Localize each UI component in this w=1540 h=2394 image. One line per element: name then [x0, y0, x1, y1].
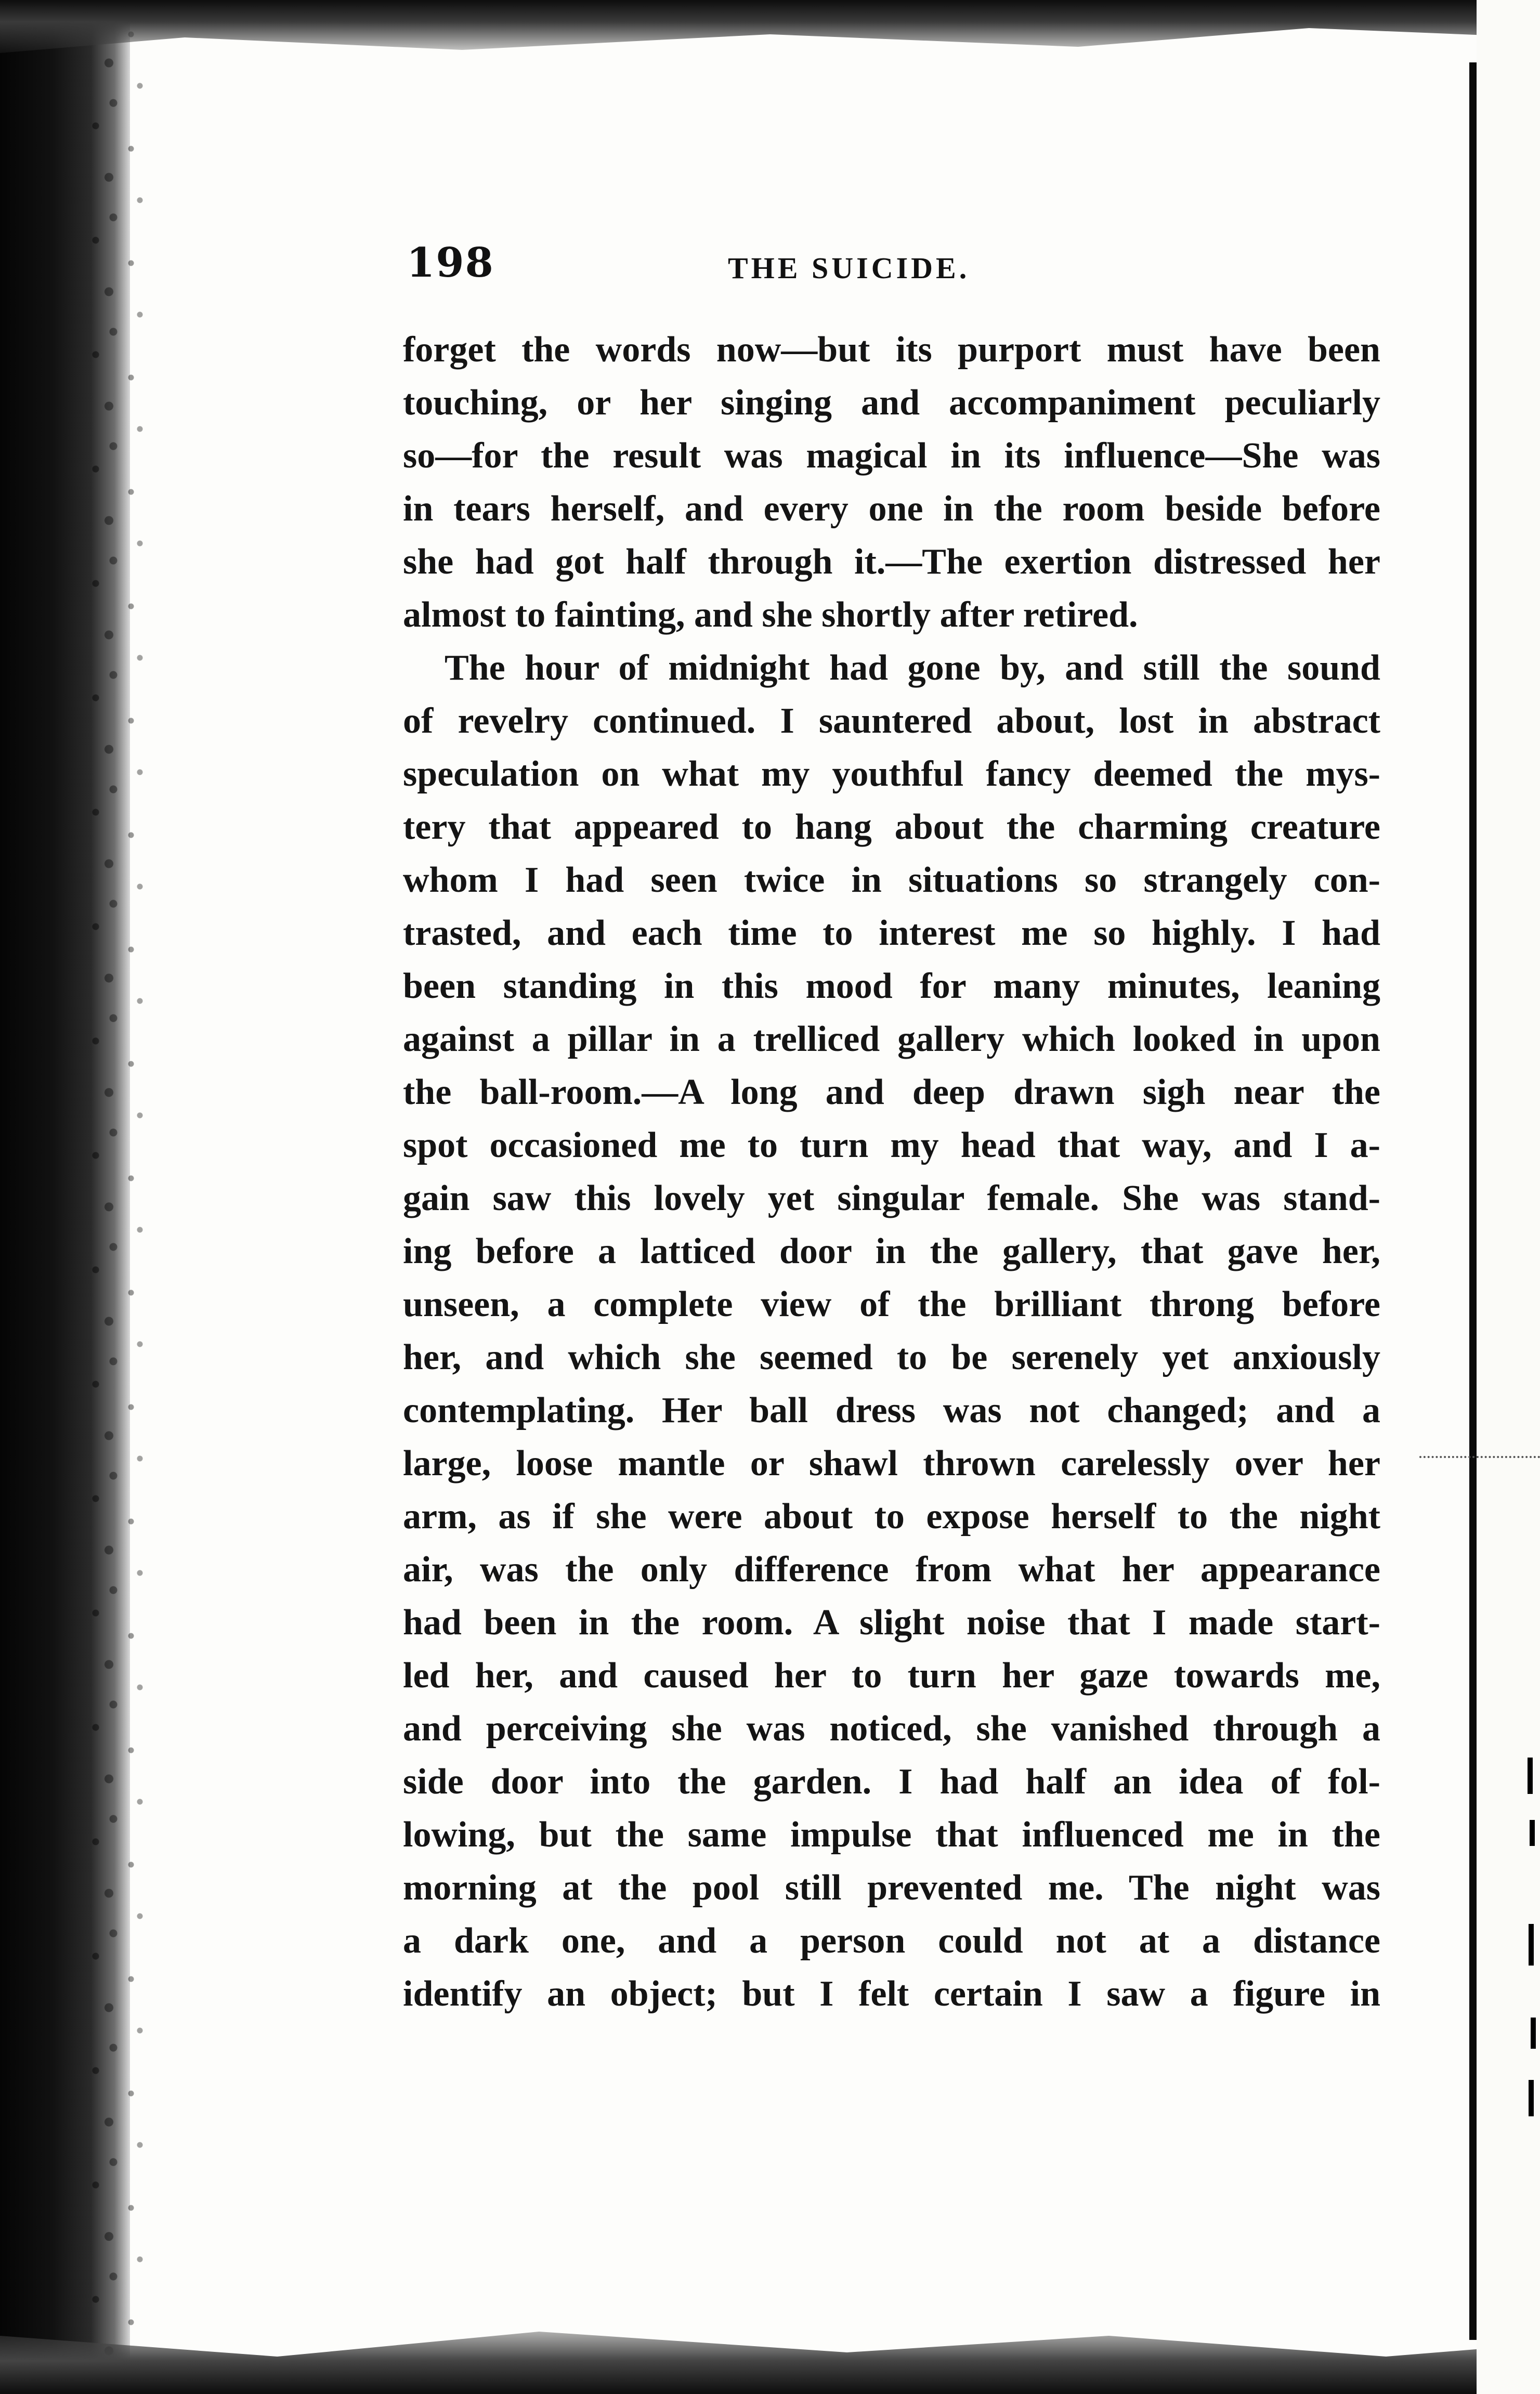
fragment-mark — [1528, 1758, 1533, 1794]
text-line: she had got half through it.—The exertion distressed her — [403, 542, 1380, 582]
text-line: of revelry continued. I sauntered about, lost in abstract — [403, 701, 1380, 741]
text-line: her, and which she seemed to be serenely yet anxiously — [403, 1337, 1380, 1377]
fragment-mark — [1531, 2018, 1536, 2049]
fragment-mark — [1529, 1924, 1534, 1966]
text-line: against a pillar in a trelliced gallery which looked in upon — [403, 1019, 1380, 1059]
text-line: and perceiving she was noticed, she vanished through a — [403, 1709, 1380, 1749]
text-line: unseen, a complete view of the brilliant throng before — [403, 1284, 1380, 1324]
text-line: large, loose mantle or shawl thrown carelessly over her — [403, 1443, 1380, 1484]
text-line: trasted, and each time to interest me so highly. I had — [403, 913, 1380, 953]
text-line: lowing, but the same impulse that influenced me in the — [403, 1815, 1380, 1855]
text-line: had been in the room. A slight noise that I made start- — [403, 1603, 1380, 1643]
text-line: morning at the pool still prevented me. The night was — [403, 1868, 1380, 1908]
text-line: speculation on what my youthful fancy deemed the mys- — [403, 754, 1380, 794]
text-line: touching, or her singing and accompaniment peculiarly — [403, 383, 1380, 423]
text-line: gain saw this lovely yet singular female. She was stand- — [403, 1178, 1380, 1218]
text-line: The hour of midnight had gone by, and still the sound — [445, 648, 1380, 688]
text-line: whom I had seen twice in situations so strangely con- — [403, 860, 1380, 900]
page-fold-line — [1469, 62, 1477, 2340]
bottom-page-edge — [0, 2311, 1540, 2394]
paragraph-2 — [403, 642, 1380, 2021]
text-line: contemplating. Her ball dress was not changed; and a — [403, 1390, 1380, 1430]
fragment-mark — [1530, 1820, 1535, 1846]
text-line: spot occasioned me to turn my head that way, and I a- — [403, 1125, 1380, 1165]
stray-dotted-rule — [1419, 1456, 1540, 1458]
text-line: arm, as if she were about to expose herself to the night — [403, 1497, 1380, 1537]
text-line: ing before a latticed door in the gallery, that gave her, — [403, 1231, 1380, 1271]
text-line: identify an object; but I felt certain I saw a figure in — [403, 1974, 1380, 2014]
text-line: air, was the only difference from what her appearance — [403, 1550, 1380, 1590]
text-line: side door into the garden. I had half an idea of fol- — [403, 1762, 1380, 1802]
body-text — [403, 323, 1380, 2021]
running-head: THE SUICIDE. — [728, 251, 970, 285]
text-line: forget the words now—but its purport must have been — [403, 330, 1380, 370]
text-line: the ball-room.—A long and deep drawn sigh near the — [403, 1072, 1380, 1112]
text-line: led her, and caused her to turn her gaze towards me, — [403, 1656, 1380, 1696]
text-line: so—for the result was magical in its influence—She was — [403, 436, 1380, 476]
page-number: 198 — [407, 239, 494, 287]
paragraph-1 — [403, 323, 1380, 642]
text-line: tery that appeared to hang about the charming creature — [403, 807, 1380, 847]
text-line: a dark one, and a person could not at a distance — [403, 1921, 1380, 1961]
gutter-speckle-noise — [78, 0, 166, 2394]
fragment-mark — [1529, 2080, 1534, 2116]
text-line: in tears herself, and every one in the room beside before — [403, 489, 1380, 529]
text-line: been standing in this mood for many minutes, leaning — [403, 966, 1380, 1006]
top-page-edge — [0, 0, 1540, 62]
text-line: almost to fainting, and she shortly after retired. — [403, 595, 1138, 635]
